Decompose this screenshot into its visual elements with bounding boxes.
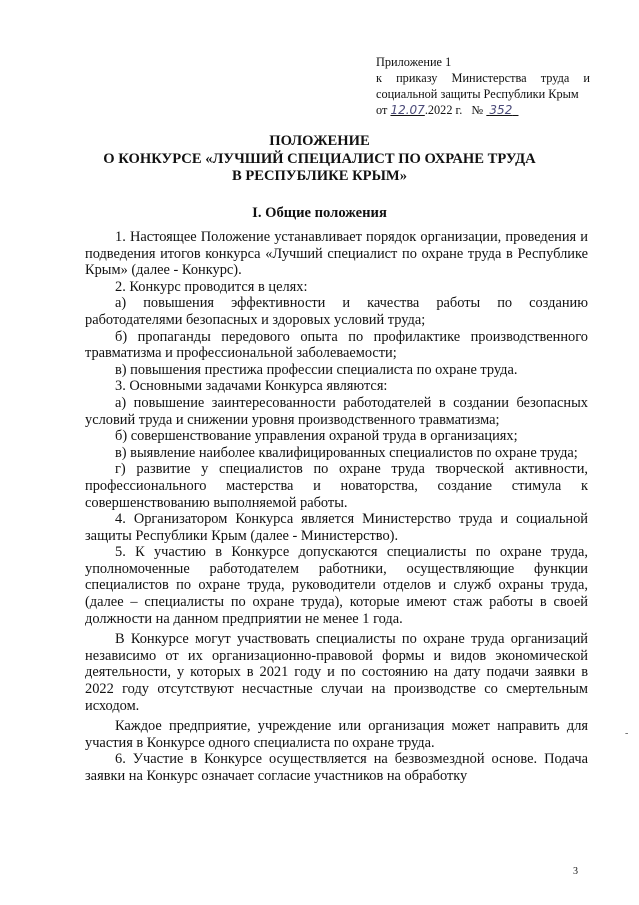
document-body (85, 229, 588, 785)
paragraph: б) совершенствование управления охраной труда в организациях; (115, 428, 518, 445)
paragraph: 4. Организатором Конкурса является Министерство труда и социальной защиты Республики Крым (далее - Министерство). (85, 511, 588, 544)
date-prefix: от (376, 103, 388, 117)
paragraph: 5. К участию в Конкурсе допускаются специалисты по охране труда, уполномоченные работодателем работники, осуществляющие функции специалистов по охране труда, руководители отделов и служб охраны труда, (далее – специалисты по охране труда), которые имеют стаж работы в своей должности на данном предприятии не менее 1 года. (85, 544, 588, 627)
date-handwritten: 12.07 (390, 103, 425, 117)
appendix-line-1: Приложение 1 (376, 55, 452, 69)
paragraph: в) повышения престижа профессии специалиста по охране труда. (115, 361, 518, 378)
document-title (0, 133, 639, 186)
appendix-block (376, 54, 590, 118)
paragraph: 2. Конкурс проводится в целях: (115, 278, 308, 295)
paragraph: а) повышения эффективности и качества работы по созданию работодателями безопасных и здоровых условий труда; (85, 295, 588, 328)
appendix-line-3: социальной защиты Республики Крым (376, 87, 579, 101)
paragraph: В Конкурсе могут участвовать специалисты по охране труда организаций независимо от их организационно-правовой формы и видов экономической деятельности, у которых в 2021 году и по состоянию на дату подачи заявки в 2022 году отсутствуют несчастные случаи на производстве со смертельным исходом. (85, 631, 588, 714)
appendix-line-2: к приказу Министерства труда и (376, 71, 590, 85)
paragraph: б) пропаганды передового опыта по профилактике производственного травматизма и профессиональной заболеваемости; (85, 328, 588, 362)
number-handwritten: 352 (489, 103, 513, 117)
section-heading: I. Общие положения (252, 205, 387, 221)
paragraph: а) повышение заинтересованности работодателей в создании безопасных условий труда и снижении уровня производственного травматизма; (85, 394, 588, 428)
paragraph: в) выявление наиболее квалифицированных специалистов по охране труда; (115, 444, 578, 461)
paragraph: г) развитие у специалистов по охране труда творческой активности, профессионального мастерства и новаторства, создание стимула к совершенствованию выполняемой работы. (85, 461, 588, 511)
paragraph: 3. Основными задачами Конкурса являются: (115, 378, 388, 395)
paragraph: 6. Участие в Конкурсе осуществляется на безвозмездной основе. Подача заявки на Конкурс означает согласие участников на обработку (85, 751, 588, 784)
paragraph: 1. Настоящее Положение устанавливает порядок организации, проведения и подведения итогов конкурса «Лучший специалист по охране труда в Республике Крым» (далее - Конкурс). (85, 229, 588, 279)
title-line-3: В РЕСПУБЛИКЕ КРЫМ» (231, 168, 407, 184)
appendix-date-line (376, 102, 590, 118)
paragraph: Каждое предприятие, учреждение или организация может направить для участия в Конкурсе одного специалиста по охране труда. (85, 718, 588, 751)
margin-mark: - (625, 728, 629, 739)
date-suffix: .2022 г. (424, 103, 463, 117)
page-number: 3 (573, 866, 578, 877)
title-line-1: ПОЛОЖЕНИЕ (269, 133, 370, 149)
number-label: № (471, 103, 484, 117)
title-line-2: О КОНКУРСЕ «ЛУЧШИЙ СПЕЦИАЛИСТ ПО ОХРАНЕ ТРУДА (103, 150, 536, 167)
